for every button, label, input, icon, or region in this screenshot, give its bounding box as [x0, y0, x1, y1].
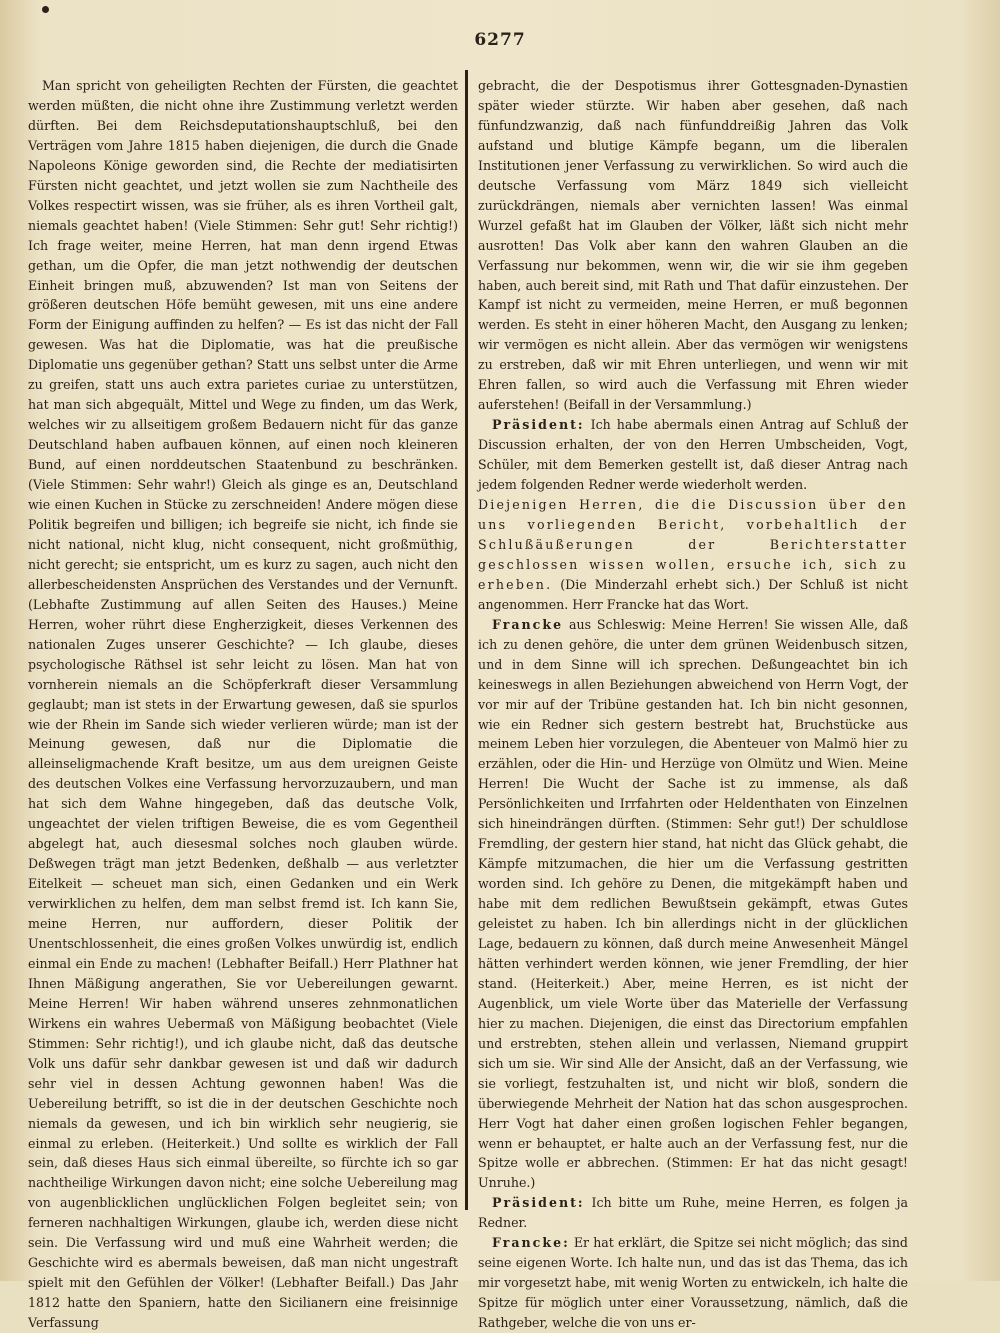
speaker-name: Präsident: [492, 417, 585, 433]
speech-text: Ich bitte um Ruhe, meine Herren, es folgen ja Redner. [478, 1195, 908, 1231]
column-divider [465, 70, 468, 1210]
right-column [478, 76, 908, 1331]
left-paragraph: Man spricht von geheiligten Rechten der Fürsten, die geachtet werden müßten, die nicht ohne ihre Zustimmung verletzt werden dürften. Bei dem Reichsdeputationshauptschluß, bei den Verträgen vom Jahre 1815 haben diejenigen, die durch die Gnade Napoleons Könige geworden sind, die Rechte der mediatisirten Fürsten nicht geachtet, und jetzt wollen sie zum Nachtheile des Volkes respectirt wissen, was sie früher, als es ihren Vortheil galt, niemals geachtet haben! (Viele Stimmen: Sehr gut! Sehr richtig!) Ich frage weiter, meine Herren, hat man denn irgend Etwas gethan, um die Opfer, die man jetzt nothwendig der deutschen Einheit bringen muß, abzuwenden? Ist man von Seitens der größeren deutschen Höfe bemüht gewesen, mit uns eine andere Form der Einigung auffinden zu helfen? — Es ist das nicht der Fall gewesen. Was hat die Diplomatie, was hat die preußische Diplomatie uns gegenüber gethan? Statt uns selbst unter die Arme zu greifen, statt uns auch extra parietes curiae zu unterstützen, hat man sich abgequält, Mittel und Wege zu finden, um das Werk, welches wir zu allseitigem großem Bedauern nicht für das ganze Deutschland haben aufbauen können, auf einen noch kleineren Bund, auf einen norddeutschen Staatenbund zu beschränken. (Viele Stimmen: Sehr wahr!) Gleich als ginge es an, Deutschland wie einen Kuchen in Stücke zu zerschneiden! Andere mögen diese Politik begreifen und billigen; ich begreife sie nicht, ich finde sie nicht national, nicht klug, nicht consequent, nicht großmüthig, nicht gerecht; sie entspricht, um es kurz zu sagen, auch nicht den allerbescheidensten Ansprüchen des Verstandes und der Vernunft. (Lebhafte Zustimmung auf allen Seiten des Hauses.) Meine Herren, woher rührt diese Engherzigkeit, dieses Verkennen des nationalen Zuges unserer Geschichte? — Ich glaube, dieses psychologische Räthsel ist sehr leicht zu lösen. Man hat von vornherein niemals an die Schöpferkraft dieser Versammlung geglaubt; man ist stets in der Erwartung gewesen, daß sie spurlos wie der Rhein im Sande sich wieder verlieren würde; man ist der Meinung gewesen, daß nur die Diplomatie die alleinseligmachende Kraft besitze, um aus dem ureignen Geiste des deutschen Volkes eine Verfassung hervorzuzaubern, und man hat sich dem Wahne hingegeben, daß das deutsche Volk, ungeachtet der vielen triftigen Beweise, die es vom Gegentheil abgelegt hat, auch diesesmal solches noch glauben würde. Deßwegen trägt man jetzt Bedenken, deßhalb — aus verletzter Eitelkeit — scheuet man sich, einen Gedanken und ein Werk verwirklichen zu helfen, dem man selbst fremd ist. Ich kann Sie, meine Herren, nur auffordern, dieser Politik der Unentschlossenheit, die eines großen Volkes unwürdig ist, endlich einmal ein Ende zu machen! (Lebhafter Beifall.) Herr Plathner hat Ihnen Mäßigung angerathen, Sie vor Uebereilungen gewarnt. Meine Herren! Wir haben während unseres zehnmonatlichen Wirkens ein wahres Uebermaß von Mäßigung beobachtet (Viele Stimmen: Sehr richtig!), und ich glaube nicht, daß das deutsche Volk uns dafür sehr dankbar gewesen ist und daß wir dadurch sehr viel in dessen Achtung gewonnen haben! Was die Uebereilung betrifft, so ist die in der deutschen Geschichte noch niemals da gewesen, und ich bin wirklich sehr neugierig, sie einmal zu erleben. (Heiterkeit.) Und sollte es wirklich der Fall sein, daß dieses Haus sich einmal übereilte, so fürchte ich so gar nachtheilige Wirkungen davon nicht; eine solche Uebereilung mag von augenblicklichen unglücklichen Folgen begleitet sein; von ferneren nachhaltigen Wirkungen, glaube ich, werden diese nicht sein. Die Verfassung wird und muß eine Wahrheit werden; die Geschichte wird es abermals beweisen, daß man nicht ungestraft spielt mit den Gefühlen der Völker! (Lebhafter Beifall.) Das Jahr 1812 hatte den Spaniern, hatte den Sicilianern eine freisinnige Verfassung [28, 78, 458, 1331]
right-paragraph-continuation: gebracht, die der Despotismus ihrer Gottesgnaden-Dynastien später wieder stürzte. Wir haben aber gesehen, daß nach fünfundzwanzig, daß nach fünfunddreißig Jahren das Volk aufstand und blutige Kämpfe begann, um die liberalen Institutionen jener Verfassung zu verwirklichen. So wird auch die deutsche Verfassung vom März 1849 sich vielleicht zurückdrängen, niemals aber vernichten lassen! Was einmal Wurzel gefaßt hat im Glauben der Völker, läßt sich nicht mehr ausrotten! Das Volk aber kann den wahren Glauben an die Verfassung nur bekommen, wenn wir, die wir sie ihm gegeben haben, auch bereit sind, mit Rath und That dafür einzustehen. Der Kampf ist nicht zu vermeiden, meine Herren, er muß begonnen werden. Es steht in einer höheren Macht, den Ausgang zu lenken; wir vermögen es nicht allein. Aber das vermögen wir wenigstens zu erstreben, daß wir mit Ehren unterliegen, und wenn wir mit Ehren fallen, so wird auch die Verfassung mit Ehren wieder auferstehen! (Beifall in der Versammlung.) [478, 78, 908, 413]
paragraph-vote [478, 495, 908, 615]
speech-text: Er hat erklärt, die Spitze sei nicht möglich; das sind seine eigenen Worte. Ich halte nun, und das ist das Thema, das ich mir vorgesetzt habe, mit wenig Worten zu entwickeln, ich halte die Spitze für möglich unter einer Voraussetzung, nämlich, daß die Rathgeber, welche die von uns er- [478, 1235, 908, 1331]
page-number: 6277 [474, 30, 526, 50]
paragraph-francke-2 [478, 1233, 908, 1333]
left-column [28, 76, 458, 1331]
speaker-name: Francke: [492, 1235, 570, 1251]
paragraph-president-2 [478, 1193, 908, 1233]
paragraph-president-1 [478, 415, 908, 495]
paragraph-francke-1 [478, 615, 908, 1194]
vote-question: Diejenigen Herren, die die Discussion über den uns vorliegenden Bericht, vorbehaltlich der Schlußäußerungen der Berichterstatter geschlossen wissen wollen, ersuche ich, sich zu erheben. [478, 497, 908, 592]
speech-text: aus Schleswig: Meine Herren! Sie wissen Alle, daß ich zu denen gehöre, die unter dem grünen Weidenbusch sitzen, und in dem Sinne will ich sprechen. Deßungeachtet bin ich keineswegs in allen Beziehungen abweichend von Herrn Vogt, der vor mir auf der Tribüne gestanden hat. Ich bin nicht gesonnen, wie ein Redner sich gestern bestrebt hat, Bruchstücke aus meinem Leben hier vorzulegen, die Abenteuer von Malmö hier zu erzählen, oder die Hin- und Herzüge von Olmütz und Wien. Meine Herren! Die Wucht der Sache ist zu immense, als daß Persönlichkeiten und Irrfahrten oder Heldenthaten von Einzelnen sich hineindrängen dürften. (Stimmen: Sehr gut!) Der schuldlose Fremdling, der gestern hier stand, hat nicht das Glück gehabt, die Kämpfe mitzumachen, die hier um die Verfassung gestritten worden sind. Ich gehöre zu Denen, die mitgekämpft haben und habe mit dem redlichen Bewußtsein gekämpft, etwas Gutes geleistet zu haben. Ich bin allerdings nicht in der glücklichen Lage, bedauern zu können, daß durch meine Anwesenheit Mängel hätten verhindert werden können, wie jener Fremdling, der hier stand. (Heiterkeit.) Aber, meine Herren, es ist nicht der Augenblick, um viele Worte über das Materielle der Verfassung hier zu machen. Diejenigen, die einst das Directorium empfahlen und erstrebten, stehen allein und verlassen, Niemand gruppirt sich um sie. Wir sind Alle der Ansicht, daß an der Verfassung, wie sie vorliegt, festzuhalten ist, und nicht wir bloß, sondern die überwiegende Mehrheit der Nation hat das schon ausgesprochen. Herr Vogt hat daher einen großen logischen Fehler begangen, wenn er behauptet, er halte auch an der Verfassung fest, nur die Spitze wolle er abbrechen. (Stimmen: Er hat das nicht gesagt! Unruhe.) [478, 616, 908, 1191]
ink-dot [42, 6, 49, 13]
speaker-name: Francke [492, 616, 564, 632]
speech-text: Ich habe abermals einen Antrag auf Schluß der Discussion erhalten, der von den Herren Umbscheiden, Vogt, Schüler, mit dem Bemerken gestellt ist, daß dieser Antrag nach jedem folgenden Redner werde wiederholt werden. [478, 417, 908, 493]
vote-result: (Die Minderzahl erhebt sich.) Der Schluß ist nicht angenommen. Herr Francke hat das Wort. [478, 576, 908, 612]
speaker-name: Präsident: [492, 1195, 585, 1211]
